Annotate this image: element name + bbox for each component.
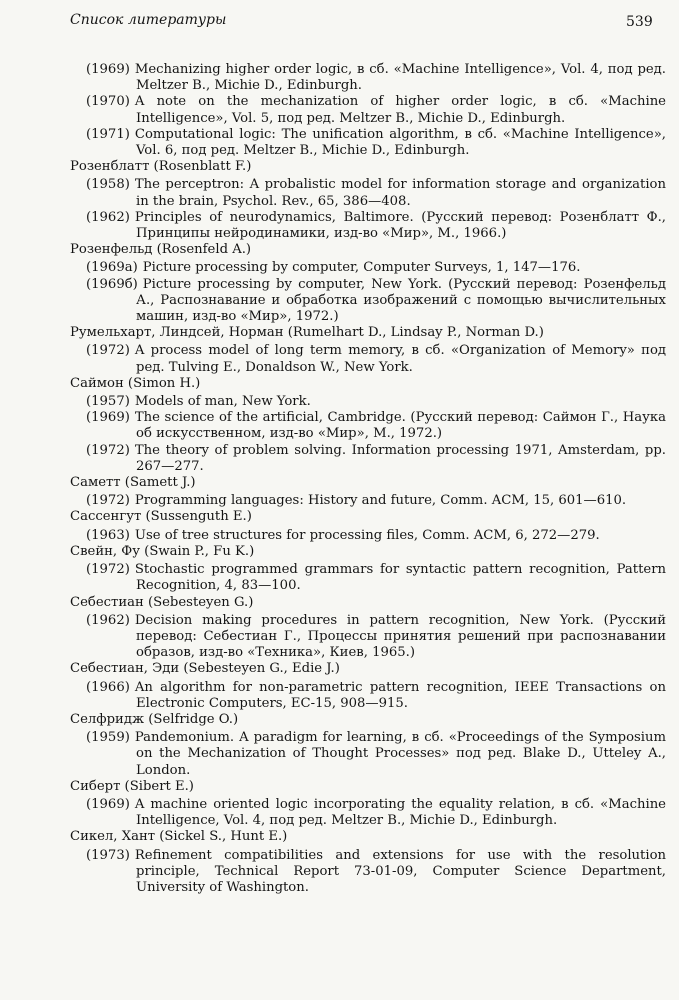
reference-text: Use of tree structures for processing files, Comm. ACM, 6, 272—279. bbox=[134, 527, 600, 543]
reference-entry bbox=[86, 847, 666, 897]
reference-year: (1969a) bbox=[86, 260, 138, 276]
author-heading: Розенфельд (Rosenfeld A.) bbox=[70, 242, 252, 258]
reference-entry bbox=[86, 679, 666, 712]
reference-year: (1969) bbox=[86, 796, 130, 812]
author-group bbox=[70, 595, 666, 662]
author-heading: Сикел, Хант (Sickel S., Hunt E.) bbox=[70, 829, 288, 845]
author-group bbox=[70, 159, 666, 242]
author-heading: Сассенгут (Sussenguth E.) bbox=[70, 509, 252, 525]
reference-year: (1958) bbox=[86, 177, 130, 193]
reference-entry bbox=[86, 394, 666, 410]
reference-text: The science of the artificial, Cambridge. (Русский перевод: Саймон Г., Наука об искусственном, изд-во «Мир», М., 1972.) bbox=[134, 410, 666, 442]
reference-entry bbox=[86, 410, 666, 442]
reference-entry bbox=[86, 62, 666, 94]
reference-text: Computational logic: The unification algorithm, в сб. «Machine Intelligence», Vol. 6, под ред. Meltzer B., Michie D., Edinburgh. bbox=[134, 126, 666, 159]
reference-year: (1963) bbox=[86, 527, 130, 543]
reference-year: (1969б) bbox=[86, 276, 138, 292]
reference-text: The perceptron: A probalistic model for information storage and organization in the brain, Psychol. Rev., 65, 386—408. bbox=[134, 177, 666, 209]
reference-text: Mechanizing higher order logic, в сб. «Machine Intelligence», Vol. 4, под ред. Meltzer B., Michie D., Edinburgh. bbox=[134, 62, 666, 94]
reference-year: (1959) bbox=[86, 730, 130, 746]
reference-year: (1962) bbox=[86, 612, 130, 628]
reference-year: (1970) bbox=[86, 94, 130, 110]
reference-year: (1971) bbox=[86, 126, 130, 142]
author-group bbox=[70, 829, 666, 896]
author-group bbox=[70, 475, 666, 509]
author-heading: Селфридж (Selfridge O.) bbox=[70, 711, 239, 727]
reference-text: Models of man, New York. bbox=[134, 394, 311, 410]
reference-entry bbox=[86, 260, 666, 276]
reference-text: A note on the mechanization of higher order logic, в сб. «Machine Intelligence», Vol. 5, под ред. Meltzer B., Michie D., Edinburgh. bbox=[134, 94, 666, 126]
page-number: 539 bbox=[626, 14, 653, 30]
reference-text: Pandemonium. A paradigm for learning, в сб. «Proceedings of the Symposium on the Mechanization of Thought Processes» под ред. Blake D., Utteley A., London. bbox=[134, 730, 666, 778]
reference-year: (1969) bbox=[86, 62, 130, 77]
reference-year: (1962) bbox=[86, 209, 130, 225]
reference-entry bbox=[86, 442, 666, 475]
reference-year: (1966) bbox=[86, 679, 130, 695]
author-heading: Себестиан, Эди (Sebesteyen G., Edie J.) bbox=[70, 661, 340, 677]
reference-text: Picture processing by computer, Computer Surveys, 1, 147—176. bbox=[142, 260, 581, 276]
author-group bbox=[70, 242, 666, 325]
author-group bbox=[70, 325, 666, 376]
author-group bbox=[70, 376, 666, 475]
author-heading: Сиберт (Sibert E.) bbox=[70, 778, 194, 794]
reference-text: A process model of long term memory, в сб. «Organization of Memory» под ред. Tulving E., Donaldson W., New York. bbox=[134, 343, 666, 375]
author-heading: Румельхарт, Линдсей, Норман (Rumelhart D., Lindsay P., Norman D.) bbox=[70, 325, 544, 341]
author-group bbox=[70, 544, 666, 595]
reference-entry bbox=[86, 177, 666, 209]
reference-entry bbox=[86, 493, 666, 509]
reference-year: (1972) bbox=[86, 493, 130, 509]
reference-entry bbox=[86, 343, 666, 375]
reference-year: (1972) bbox=[86, 562, 130, 578]
reference-entry bbox=[86, 209, 666, 242]
reference-text: Stochastic programmed grammars for syntactic pattern recognition, Pattern Recognition, 4, 83—100. bbox=[134, 562, 666, 594]
author-heading: Себестиан (Sebesteyen G.) bbox=[70, 594, 254, 610]
running-title: Список литературы bbox=[70, 12, 227, 28]
reference-text: Principles of neurodynamics, Baltimore. (Русский перевод: Розенблатт Ф., Принципы нейродинамики, изд-во «Мир», М., 1966.) bbox=[134, 209, 666, 242]
reference-text: Decision making procedures in pattern recognition, New York. (Русский перевод: Себестиан Г., Процессы принятия решений при распознавании образов, изд-во «Техника», Киев, 1965.) bbox=[134, 612, 666, 661]
reference-year: (1969) bbox=[86, 410, 130, 426]
reference-text: The theory of problem solving. Information processing 1971, Amsterdam, pp. 267—277. bbox=[134, 442, 666, 474]
reference-text: Programming languages: History and future, Comm. ACM, 15, 601—610. bbox=[134, 493, 627, 509]
reference-entry bbox=[86, 562, 666, 594]
reference-text: A machine oriented logic incorporating the equality relation, в сб. «Machine Intelligence, Vol. 4, под ред. Meltzer B., Michie D., Edinburgh. bbox=[134, 796, 666, 829]
author-group bbox=[70, 661, 666, 712]
reference-entry bbox=[86, 796, 666, 829]
reference-text: An algorithm for non-parametric pattern recognition, IEEE Transactions on Electronic Computers, EC-15, 908—915. bbox=[134, 679, 666, 711]
reference-list bbox=[70, 62, 666, 896]
reference-entry bbox=[86, 94, 666, 126]
reference-entry bbox=[86, 126, 666, 159]
author-heading: Саметт (Samett J.) bbox=[70, 475, 196, 491]
author-heading: Саймон (Simon H.) bbox=[70, 375, 201, 391]
reference-year: (1973) bbox=[86, 847, 130, 863]
reference-year: (1972) bbox=[86, 343, 130, 359]
author-heading: Розенблатт (Rosenblatt F.) bbox=[70, 159, 252, 175]
reference-entry bbox=[86, 527, 666, 544]
reference-entry bbox=[86, 276, 666, 326]
reference-year: (1972) bbox=[86, 442, 130, 458]
reference-entry bbox=[86, 612, 666, 662]
reference-entry bbox=[86, 730, 666, 779]
reference-text: Refinement compatibilities and extensions for use with the resolution principle, Technical Report 73-01-09, Computer Science Department, University of Washington. bbox=[134, 847, 666, 895]
author-group bbox=[70, 509, 666, 543]
reference-year: (1957) bbox=[86, 394, 130, 410]
author-group bbox=[70, 62, 666, 159]
reference-text: Picture processing by computer, New York. (Русский перевод: Розенфельд А., Распознавание и обработка изображений с помощью вычислительных машин, изд-во «Мир», 1972.) bbox=[136, 276, 666, 325]
author-group bbox=[70, 712, 666, 779]
author-heading: Свейн, Фу (Swain P., Fu K.) bbox=[70, 543, 255, 559]
author-group bbox=[70, 779, 666, 830]
